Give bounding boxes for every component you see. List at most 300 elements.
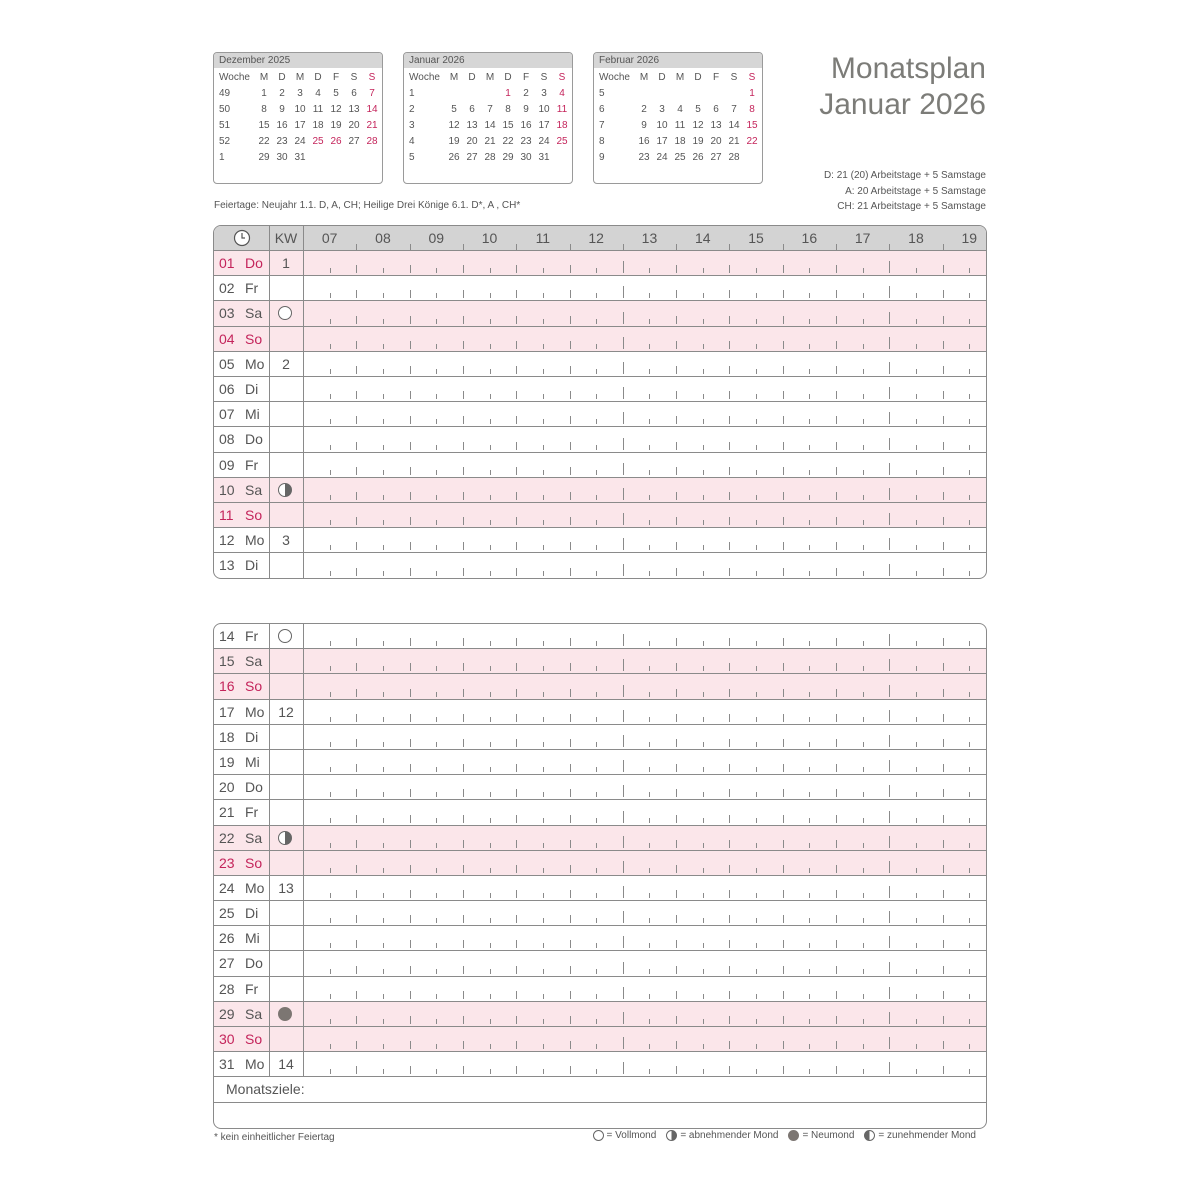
half-hour-tick bbox=[916, 1019, 917, 1024]
half-hour-tick bbox=[330, 666, 331, 671]
hour-tick bbox=[676, 391, 677, 399]
half-hour-tick bbox=[863, 969, 864, 974]
mini-calendar-day: 9 bbox=[279, 104, 285, 115]
hour-tick bbox=[623, 811, 624, 823]
mini-calendar-day: 26 bbox=[330, 136, 342, 147]
half-hour-tick bbox=[543, 344, 544, 349]
half-hour-tick bbox=[863, 520, 864, 525]
half-hour-tick bbox=[756, 344, 757, 349]
hour-tick bbox=[889, 760, 890, 772]
day-row[interactable] bbox=[214, 1002, 986, 1027]
half-hour-tick bbox=[596, 520, 597, 525]
day-row[interactable] bbox=[214, 377, 986, 402]
half-hour-tick bbox=[330, 470, 331, 475]
half-hour-tick bbox=[969, 293, 970, 298]
day-row[interactable] bbox=[214, 453, 986, 478]
hour-tick bbox=[463, 265, 464, 273]
half-hour-tick bbox=[436, 641, 437, 646]
half-hour-tick bbox=[596, 818, 597, 823]
mini-calendar-week-number: 5 bbox=[599, 88, 605, 99]
hour-tick bbox=[676, 517, 677, 525]
hour-tick bbox=[943, 663, 944, 671]
mini-calendar-week-number: 3 bbox=[409, 120, 415, 131]
half-hour-tick bbox=[330, 545, 331, 550]
hour-tick bbox=[463, 290, 464, 298]
half-hour-tick bbox=[756, 268, 757, 273]
half-hour-tick bbox=[969, 1069, 970, 1074]
hour-label: 17 bbox=[854, 230, 871, 246]
column-divider bbox=[269, 674, 270, 698]
mini-calendar-day: 23 bbox=[638, 152, 650, 163]
half-hour-tick bbox=[809, 641, 810, 646]
day-row[interactable] bbox=[214, 1052, 986, 1077]
half-hour-tick bbox=[756, 994, 757, 999]
half-hour-tick bbox=[703, 742, 704, 747]
hour-tick bbox=[783, 1016, 784, 1024]
half-hour-tick bbox=[330, 1019, 331, 1024]
hour-tick bbox=[570, 290, 571, 298]
hour-tick bbox=[783, 568, 784, 576]
mini-calendar-weekday: S bbox=[368, 72, 376, 83]
goals-row[interactable] bbox=[214, 1077, 986, 1103]
hour-tick bbox=[463, 391, 464, 399]
half-hour-tick bbox=[916, 1044, 917, 1049]
hour-tick bbox=[410, 840, 411, 848]
day-row[interactable] bbox=[214, 775, 986, 800]
day-row[interactable] bbox=[214, 402, 986, 427]
day-row[interactable] bbox=[214, 1027, 986, 1052]
mini-calendar-day: 10 bbox=[294, 104, 306, 115]
day-row[interactable] bbox=[214, 826, 986, 851]
hour-tick bbox=[836, 492, 837, 500]
day-number: 14 bbox=[219, 628, 235, 644]
half-hour-tick bbox=[543, 918, 544, 923]
hour-tick bbox=[516, 689, 517, 697]
mini-calendar-day: 14 bbox=[484, 120, 496, 131]
hour-tick bbox=[729, 689, 730, 697]
hour-tick bbox=[676, 739, 677, 747]
hour-tick bbox=[623, 962, 624, 974]
half-hour-tick bbox=[649, 918, 650, 923]
hour-tick bbox=[729, 714, 730, 722]
hour-tick bbox=[836, 663, 837, 671]
half-hour-tick bbox=[703, 1019, 704, 1024]
half-hour-tick bbox=[916, 666, 917, 671]
column-divider bbox=[269, 377, 270, 401]
half-hour-tick bbox=[649, 419, 650, 424]
mini-calendar-day: 21 bbox=[366, 120, 378, 131]
mini-calendar-day: 12 bbox=[330, 104, 342, 115]
half-hour-tick bbox=[969, 868, 970, 873]
mini-calendar-week-number: 50 bbox=[219, 104, 231, 115]
day-row[interactable] bbox=[214, 503, 986, 528]
half-hour-tick bbox=[383, 818, 384, 823]
mini-calendar-weekday: M bbox=[675, 72, 685, 83]
hour-tick bbox=[943, 517, 944, 525]
hour-tick bbox=[623, 987, 624, 999]
hour-tick bbox=[356, 890, 357, 898]
column-divider bbox=[303, 301, 304, 325]
half-hour-tick bbox=[596, 571, 597, 576]
hour-tick bbox=[836, 714, 837, 722]
half-hour-tick bbox=[596, 767, 597, 772]
half-hour-tick bbox=[756, 470, 757, 475]
hour-tick bbox=[356, 265, 357, 273]
mini-calendar-weekday: S bbox=[748, 72, 756, 83]
mini-calendar-day: 24 bbox=[538, 136, 550, 147]
hour-tick bbox=[570, 1066, 571, 1074]
hour-tick bbox=[783, 467, 784, 475]
column-divider bbox=[269, 553, 270, 578]
hour-tick bbox=[463, 416, 464, 424]
hour-tick bbox=[410, 815, 411, 823]
hour-tick bbox=[836, 991, 837, 999]
calendar-week: 2 bbox=[282, 355, 290, 372]
half-hour-tick bbox=[436, 969, 437, 974]
half-hour-tick bbox=[969, 1019, 970, 1024]
hour-tick bbox=[943, 991, 944, 999]
hour-tick bbox=[623, 261, 624, 273]
half-hour-tick bbox=[383, 641, 384, 646]
day-row[interactable] bbox=[214, 926, 986, 951]
half-hour-tick bbox=[809, 268, 810, 273]
day-row[interactable] bbox=[214, 301, 986, 326]
half-hour-tick bbox=[863, 545, 864, 550]
column-divider bbox=[303, 1052, 304, 1076]
half-hour-tick bbox=[543, 419, 544, 424]
hour-tick bbox=[410, 290, 411, 298]
hour-tick bbox=[570, 244, 571, 250]
half-hour-tick bbox=[809, 1044, 810, 1049]
half-hour-tick bbox=[756, 293, 757, 298]
half-hour-tick bbox=[490, 470, 491, 475]
half-hour-tick bbox=[596, 419, 597, 424]
hour-tick bbox=[570, 492, 571, 500]
hour-tick bbox=[729, 764, 730, 772]
half-hour-tick bbox=[436, 545, 437, 550]
hour-tick bbox=[783, 890, 784, 898]
hour-tick bbox=[676, 940, 677, 948]
half-hour-tick bbox=[436, 571, 437, 576]
day-row[interactable] bbox=[214, 649, 986, 674]
half-hour-tick bbox=[916, 571, 917, 576]
hour-tick bbox=[516, 940, 517, 948]
hour-tick bbox=[623, 886, 624, 898]
hour-tick bbox=[356, 366, 357, 374]
half-hour-tick bbox=[916, 641, 917, 646]
column-divider bbox=[269, 453, 270, 477]
hour-tick bbox=[410, 689, 411, 697]
mini-calendar-day: 18 bbox=[556, 120, 568, 131]
hour-tick bbox=[783, 714, 784, 722]
hour-tick bbox=[623, 312, 624, 324]
hour-tick bbox=[356, 492, 357, 500]
hour-tick bbox=[516, 1016, 517, 1024]
day-label bbox=[219, 276, 279, 301]
half-hour-tick bbox=[330, 969, 331, 974]
half-hour-tick bbox=[490, 666, 491, 671]
day-label bbox=[219, 926, 279, 951]
half-hour-tick bbox=[490, 692, 491, 697]
hour-tick bbox=[783, 991, 784, 999]
hour-tick bbox=[783, 442, 784, 450]
half-hour-tick bbox=[436, 666, 437, 671]
hour-tick bbox=[463, 739, 464, 747]
column-divider bbox=[269, 251, 270, 275]
hour-tick bbox=[623, 659, 624, 671]
hour-tick bbox=[356, 764, 357, 772]
column-divider bbox=[303, 276, 304, 300]
hour-tick bbox=[516, 789, 517, 797]
mini-calendar-day: 28 bbox=[366, 136, 378, 147]
mini-calendar-day: 30 bbox=[276, 152, 288, 163]
half-hour-tick bbox=[596, 918, 597, 923]
day-row[interactable] bbox=[214, 352, 986, 377]
column-divider bbox=[303, 251, 304, 275]
hour-tick bbox=[410, 1016, 411, 1024]
day-row[interactable] bbox=[214, 800, 986, 825]
mini-calendar-weekday: F bbox=[332, 72, 340, 83]
half-hour-tick bbox=[490, 571, 491, 576]
half-hour-tick bbox=[543, 692, 544, 697]
day-row[interactable] bbox=[214, 327, 986, 352]
full-moon-icon bbox=[278, 306, 292, 320]
half-hour-tick bbox=[490, 319, 491, 324]
grid-header bbox=[214, 226, 986, 251]
half-hour-tick bbox=[490, 943, 491, 948]
half-hour-tick bbox=[543, 319, 544, 324]
half-hour-tick bbox=[863, 571, 864, 576]
half-hour-tick bbox=[383, 394, 384, 399]
hour-tick bbox=[410, 316, 411, 324]
day-row[interactable] bbox=[214, 553, 986, 578]
day-row[interactable] bbox=[214, 427, 986, 452]
hour-tick bbox=[836, 290, 837, 298]
hour-tick bbox=[463, 366, 464, 374]
half-hour-tick bbox=[863, 1069, 864, 1074]
day-row[interactable] bbox=[214, 528, 986, 553]
mini-calendar-day: 15 bbox=[746, 120, 758, 131]
hour-tick bbox=[623, 936, 624, 948]
hour-tick bbox=[516, 316, 517, 324]
half-hour-tick bbox=[809, 843, 810, 848]
hour-tick bbox=[516, 290, 517, 298]
hour-tick bbox=[676, 638, 677, 646]
half-hour-tick bbox=[330, 1044, 331, 1049]
hour-tick bbox=[356, 416, 357, 424]
half-hour-tick bbox=[596, 692, 597, 697]
hour-tick bbox=[410, 739, 411, 747]
half-hour-tick bbox=[596, 545, 597, 550]
half-hour-tick bbox=[383, 545, 384, 550]
day-row[interactable] bbox=[214, 851, 986, 876]
mini-calendar-day: 1 bbox=[749, 88, 755, 99]
half-hour-tick bbox=[916, 943, 917, 948]
day-number: 10 bbox=[219, 481, 235, 498]
hour-tick bbox=[676, 467, 677, 475]
column-divider bbox=[303, 553, 304, 578]
legend-text: = abnehmender Mond bbox=[680, 1130, 779, 1141]
mini-calendar-day: 9 bbox=[523, 104, 529, 115]
day-row[interactable] bbox=[214, 901, 986, 926]
hour-tick bbox=[623, 785, 624, 797]
half-hour-tick bbox=[756, 893, 757, 898]
hour-tick bbox=[729, 915, 730, 923]
mini-calendar-day: 13 bbox=[710, 120, 722, 131]
hour-tick bbox=[889, 836, 890, 848]
legend-item bbox=[593, 1130, 657, 1141]
mini-calendar-day bbox=[553, 150, 571, 166]
mini-calendar-weekday: D bbox=[658, 72, 666, 83]
half-hour-tick bbox=[969, 571, 970, 576]
half-hour-tick bbox=[703, 520, 704, 525]
hour-tick bbox=[836, 840, 837, 848]
mini-calendar-week-number: 52 bbox=[219, 136, 231, 147]
day-row[interactable] bbox=[214, 725, 986, 750]
mini-calendar-day: 6 bbox=[713, 104, 719, 115]
hour-tick bbox=[623, 1062, 624, 1074]
half-hour-tick bbox=[383, 742, 384, 747]
hour-tick bbox=[729, 244, 730, 250]
hour-tick bbox=[570, 815, 571, 823]
hour-tick bbox=[463, 568, 464, 576]
hour-tick bbox=[783, 689, 784, 697]
day-row[interactable] bbox=[214, 977, 986, 1002]
half-hour-tick bbox=[916, 792, 917, 797]
hour-tick bbox=[623, 387, 624, 399]
half-hour-tick bbox=[330, 994, 331, 999]
column-divider bbox=[303, 725, 304, 749]
day-number: 19 bbox=[219, 753, 235, 770]
half-hour-tick bbox=[863, 692, 864, 697]
day-row[interactable] bbox=[214, 251, 986, 276]
day-row[interactable] bbox=[214, 951, 986, 976]
hour-tick bbox=[623, 911, 624, 923]
hour-tick bbox=[623, 412, 624, 424]
half-hour-tick bbox=[969, 969, 970, 974]
day-row[interactable] bbox=[214, 276, 986, 301]
weekday: Do bbox=[245, 255, 263, 271]
half-hour-tick bbox=[916, 717, 917, 722]
half-hour-tick bbox=[383, 319, 384, 324]
mini-calendar-week-number: 2 bbox=[409, 104, 415, 115]
day-label bbox=[219, 624, 279, 649]
mini-calendar-day: 7 bbox=[731, 104, 737, 115]
half-hour-tick bbox=[596, 1019, 597, 1024]
hour-tick bbox=[783, 492, 784, 500]
hour-tick bbox=[410, 492, 411, 500]
day-row[interactable] bbox=[214, 624, 986, 649]
hour-tick bbox=[783, 915, 784, 923]
column-divider bbox=[269, 725, 270, 749]
hour-tick bbox=[729, 739, 730, 747]
day-number: 11 bbox=[219, 506, 234, 523]
hour-tick bbox=[623, 244, 624, 250]
weekday: Di bbox=[245, 557, 259, 574]
day-row[interactable] bbox=[214, 750, 986, 775]
day-row[interactable] bbox=[214, 700, 986, 725]
half-hour-tick bbox=[703, 969, 704, 974]
half-hour-tick bbox=[649, 641, 650, 646]
hour-tick bbox=[410, 663, 411, 671]
half-hour-tick bbox=[969, 818, 970, 823]
half-hour-tick bbox=[543, 545, 544, 550]
half-hour-tick bbox=[383, 470, 384, 475]
column-divider bbox=[303, 876, 304, 900]
column-divider bbox=[303, 624, 304, 648]
full-moon-icon bbox=[278, 629, 292, 643]
mini-calendar-day: 28 bbox=[484, 152, 496, 163]
hour-tick bbox=[356, 1041, 357, 1049]
half-hour-tick bbox=[809, 419, 810, 424]
half-hour-tick bbox=[703, 394, 704, 399]
half-hour-tick bbox=[916, 969, 917, 974]
half-hour-tick bbox=[863, 994, 864, 999]
hour-tick bbox=[943, 492, 944, 500]
mini-calendar-day: 9 bbox=[641, 120, 647, 131]
goals-writing-line[interactable] bbox=[214, 1103, 986, 1128]
half-hour-tick bbox=[756, 445, 757, 450]
day-row[interactable] bbox=[214, 478, 986, 503]
day-row[interactable] bbox=[214, 876, 986, 901]
hour-tick bbox=[356, 940, 357, 948]
hour-tick bbox=[943, 568, 944, 576]
hour-tick bbox=[356, 1016, 357, 1024]
day-row[interactable] bbox=[214, 674, 986, 699]
mini-calendar-day: 4 bbox=[559, 88, 565, 99]
day-label bbox=[219, 478, 279, 503]
weekday: Fr bbox=[245, 456, 259, 473]
column-divider bbox=[269, 503, 270, 527]
half-hour-tick bbox=[969, 742, 970, 747]
hour-tick bbox=[729, 789, 730, 797]
weekday: Mo bbox=[245, 355, 265, 372]
hour-tick bbox=[889, 387, 890, 399]
hour-tick bbox=[729, 517, 730, 525]
half-hour-tick bbox=[383, 1019, 384, 1024]
half-hour-tick bbox=[649, 994, 650, 999]
half-hour-tick bbox=[969, 767, 970, 772]
column-divider bbox=[303, 453, 304, 477]
day-label bbox=[219, 301, 279, 326]
mini-calendar-day: 10 bbox=[656, 120, 668, 131]
hour-tick bbox=[943, 341, 944, 349]
half-hour-tick bbox=[543, 943, 544, 948]
hour-tick bbox=[356, 290, 357, 298]
hour-tick bbox=[463, 542, 464, 550]
hour-tick bbox=[356, 442, 357, 450]
column-divider bbox=[303, 1027, 304, 1051]
half-hour-tick bbox=[969, 792, 970, 797]
mini-calendar-weekday: Woche bbox=[599, 72, 630, 83]
mini-calendar-title: Januar 2026 bbox=[404, 53, 572, 68]
half-hour-tick bbox=[649, 394, 650, 399]
hour-label: 14 bbox=[694, 230, 711, 246]
half-hour-tick bbox=[383, 344, 384, 349]
footnote: * kein einheitlicher Feiertag bbox=[214, 1132, 335, 1143]
hour-tick bbox=[889, 811, 890, 823]
hour-tick bbox=[943, 316, 944, 324]
hour-tick bbox=[463, 244, 464, 250]
half-hour-tick bbox=[330, 792, 331, 797]
hour-tick bbox=[676, 966, 677, 974]
mini-calendar-weekday: S bbox=[540, 72, 548, 83]
half-hour-tick bbox=[649, 717, 650, 722]
half-hour-tick bbox=[916, 495, 917, 500]
mini-calendar-day: 27 bbox=[466, 152, 478, 163]
hour-tick bbox=[943, 265, 944, 273]
half-hour-tick bbox=[809, 818, 810, 823]
